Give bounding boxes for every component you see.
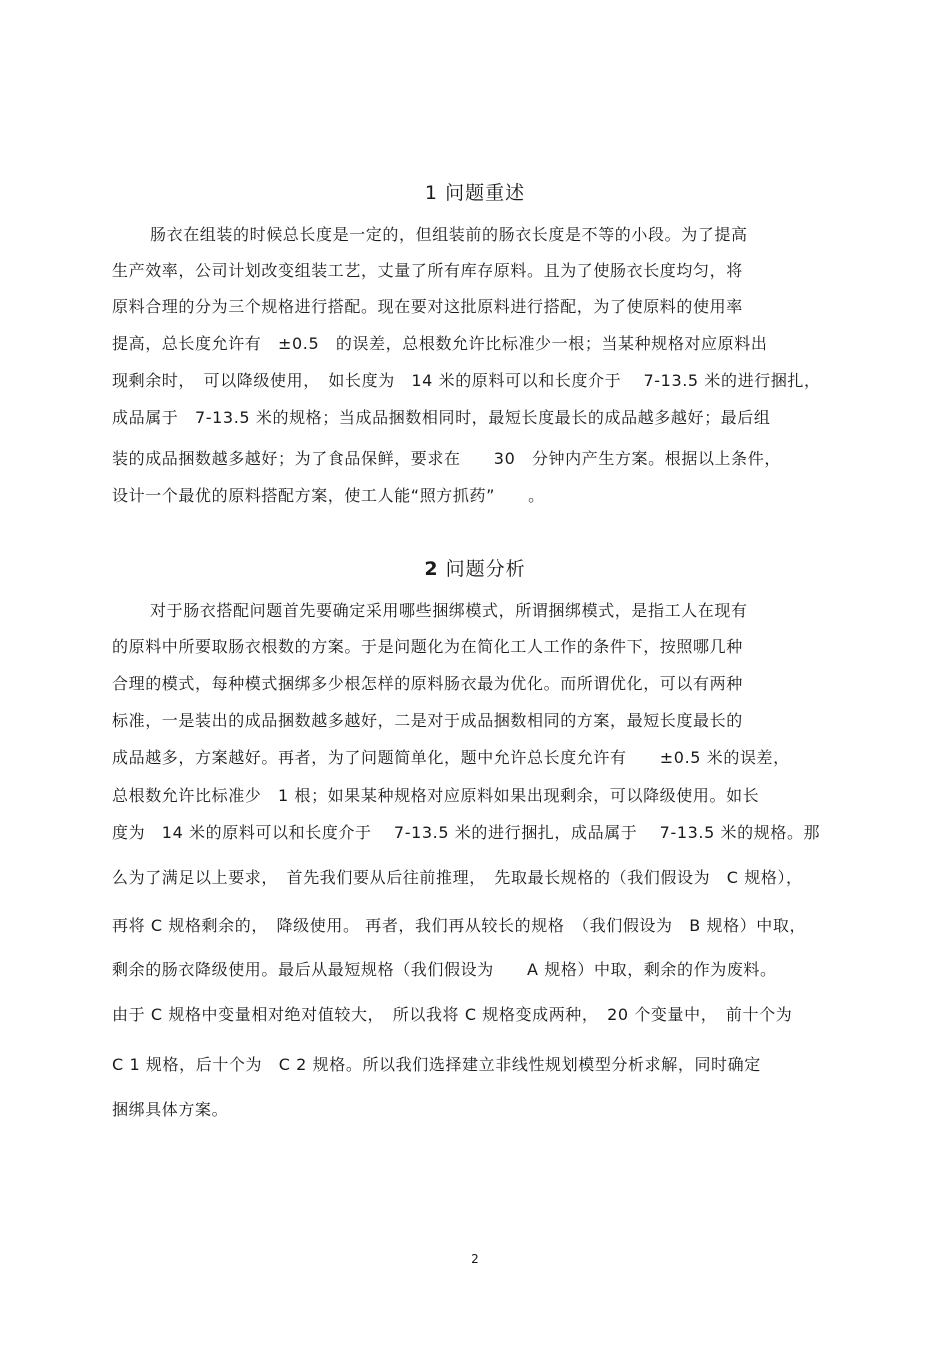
paragraph-line: 总根数允许比标准少 1 根；如果某种规格对应原料如果出现剩余，可以降级使用。如长 [112, 786, 760, 805]
section-heading-analysis [0, 554, 950, 581]
paragraph-line: C 1 规格，后十个为 C 2 规格。所以我们选择建立非线性规划模型分析求解，同时确定 [112, 1055, 761, 1074]
paragraph-line: 现剩余时， 可以降级使用， 如长度为 14 米的原料可以和长度介于 7-13.5 米的进行捆扎， [112, 371, 821, 390]
page-number: 2 [471, 1252, 479, 1266]
paragraph-line: 对于肠衣搭配问题首先要确定采用哪些捆绑模式，所谓捆绑模式，是指工人在现有 [150, 601, 748, 620]
paragraph-line: 生产效率，公司计划改变组装工艺，丈量了所有库存原料。且为了使肠衣长度均匀，将 [112, 261, 743, 280]
paragraph-line: 肠衣在组装的时候总长度是一定的，但组装前的肠衣长度是不等的小段。为了提高 [150, 225, 748, 244]
section-number: 2 [424, 558, 439, 580]
paragraph-line: 再将 C 规格剩余的， 降级使用。 再者，我们再从较长的规格 （我们假设为 B 规格）中取， [112, 916, 807, 935]
paragraph-line: 剩余的肠衣降级使用。最后从最短规格（我们假设为 A 规格）中取，剩余的作为废料。 [112, 960, 777, 979]
section-title: 问题重述 [445, 182, 526, 204]
paragraph-line: 捆绑具体方案。 [112, 1100, 229, 1119]
paragraph-line: 的原料中所要取肠衣根数的方案。于是问题化为在简化工人工作的条件下，按照哪几种 [112, 637, 743, 656]
paragraph-line: 原料合理的分为三个规格进行搭配。现在要对这批原料进行搭配，为了使原料的使用率 [112, 297, 743, 316]
paragraph-line: 度为 14 米的原料可以和长度介于 7-13.5 米的进行捆扎，成品属于 7-13.5 米的规格。那 [112, 823, 821, 842]
paragraph-line: 成品属于 7-13.5 米的规格；当成品捆数相同时，最短长度最长的成品越多越好；最后组 [112, 408, 771, 427]
paragraph-line: 合理的模式，每种模式捆绑多少根怎样的原料肠衣最为优化。而所谓优化，可以有两种 [112, 674, 743, 693]
section-heading-restatement [0, 178, 950, 205]
section-title: 问题分析 [445, 558, 526, 580]
paragraph-line: 由于 C 规格中变量相对绝对值较大， 所以我将 C 规格变成两种， 20 个变量中， 前十个为 [112, 1005, 793, 1024]
paragraph-line: 标准，一是装出的成品捆数越多越好，二是对于成品捆数相同的方案，最短长度最长的 [112, 711, 743, 730]
paragraph-line: 提高，总长度允许有 ±0.5 的误差，总根数允许比标准少一根；当某种规格对应原料出 [112, 334, 768, 353]
paragraph-line: 设计一个最优的原料搭配方案，使工人能“照方抓药” 。 [112, 486, 545, 505]
section-number: 1 [424, 182, 439, 204]
paragraph-line: 么为了满足以上要求， 首先我们要从后往前推理， 先取最长规格的（我们假设为 C 规格）， [112, 868, 803, 887]
paragraph-line: 成品越多，方案越好。再者，为了问题简单化，题中允许总长度允许有 ±0.5 米的误差， [112, 748, 790, 767]
paragraph-line: 装的成品捆数越多越好；为了食品保鲜，要求在 30 分钟内产生方案。根据以上条件， [112, 449, 781, 468]
